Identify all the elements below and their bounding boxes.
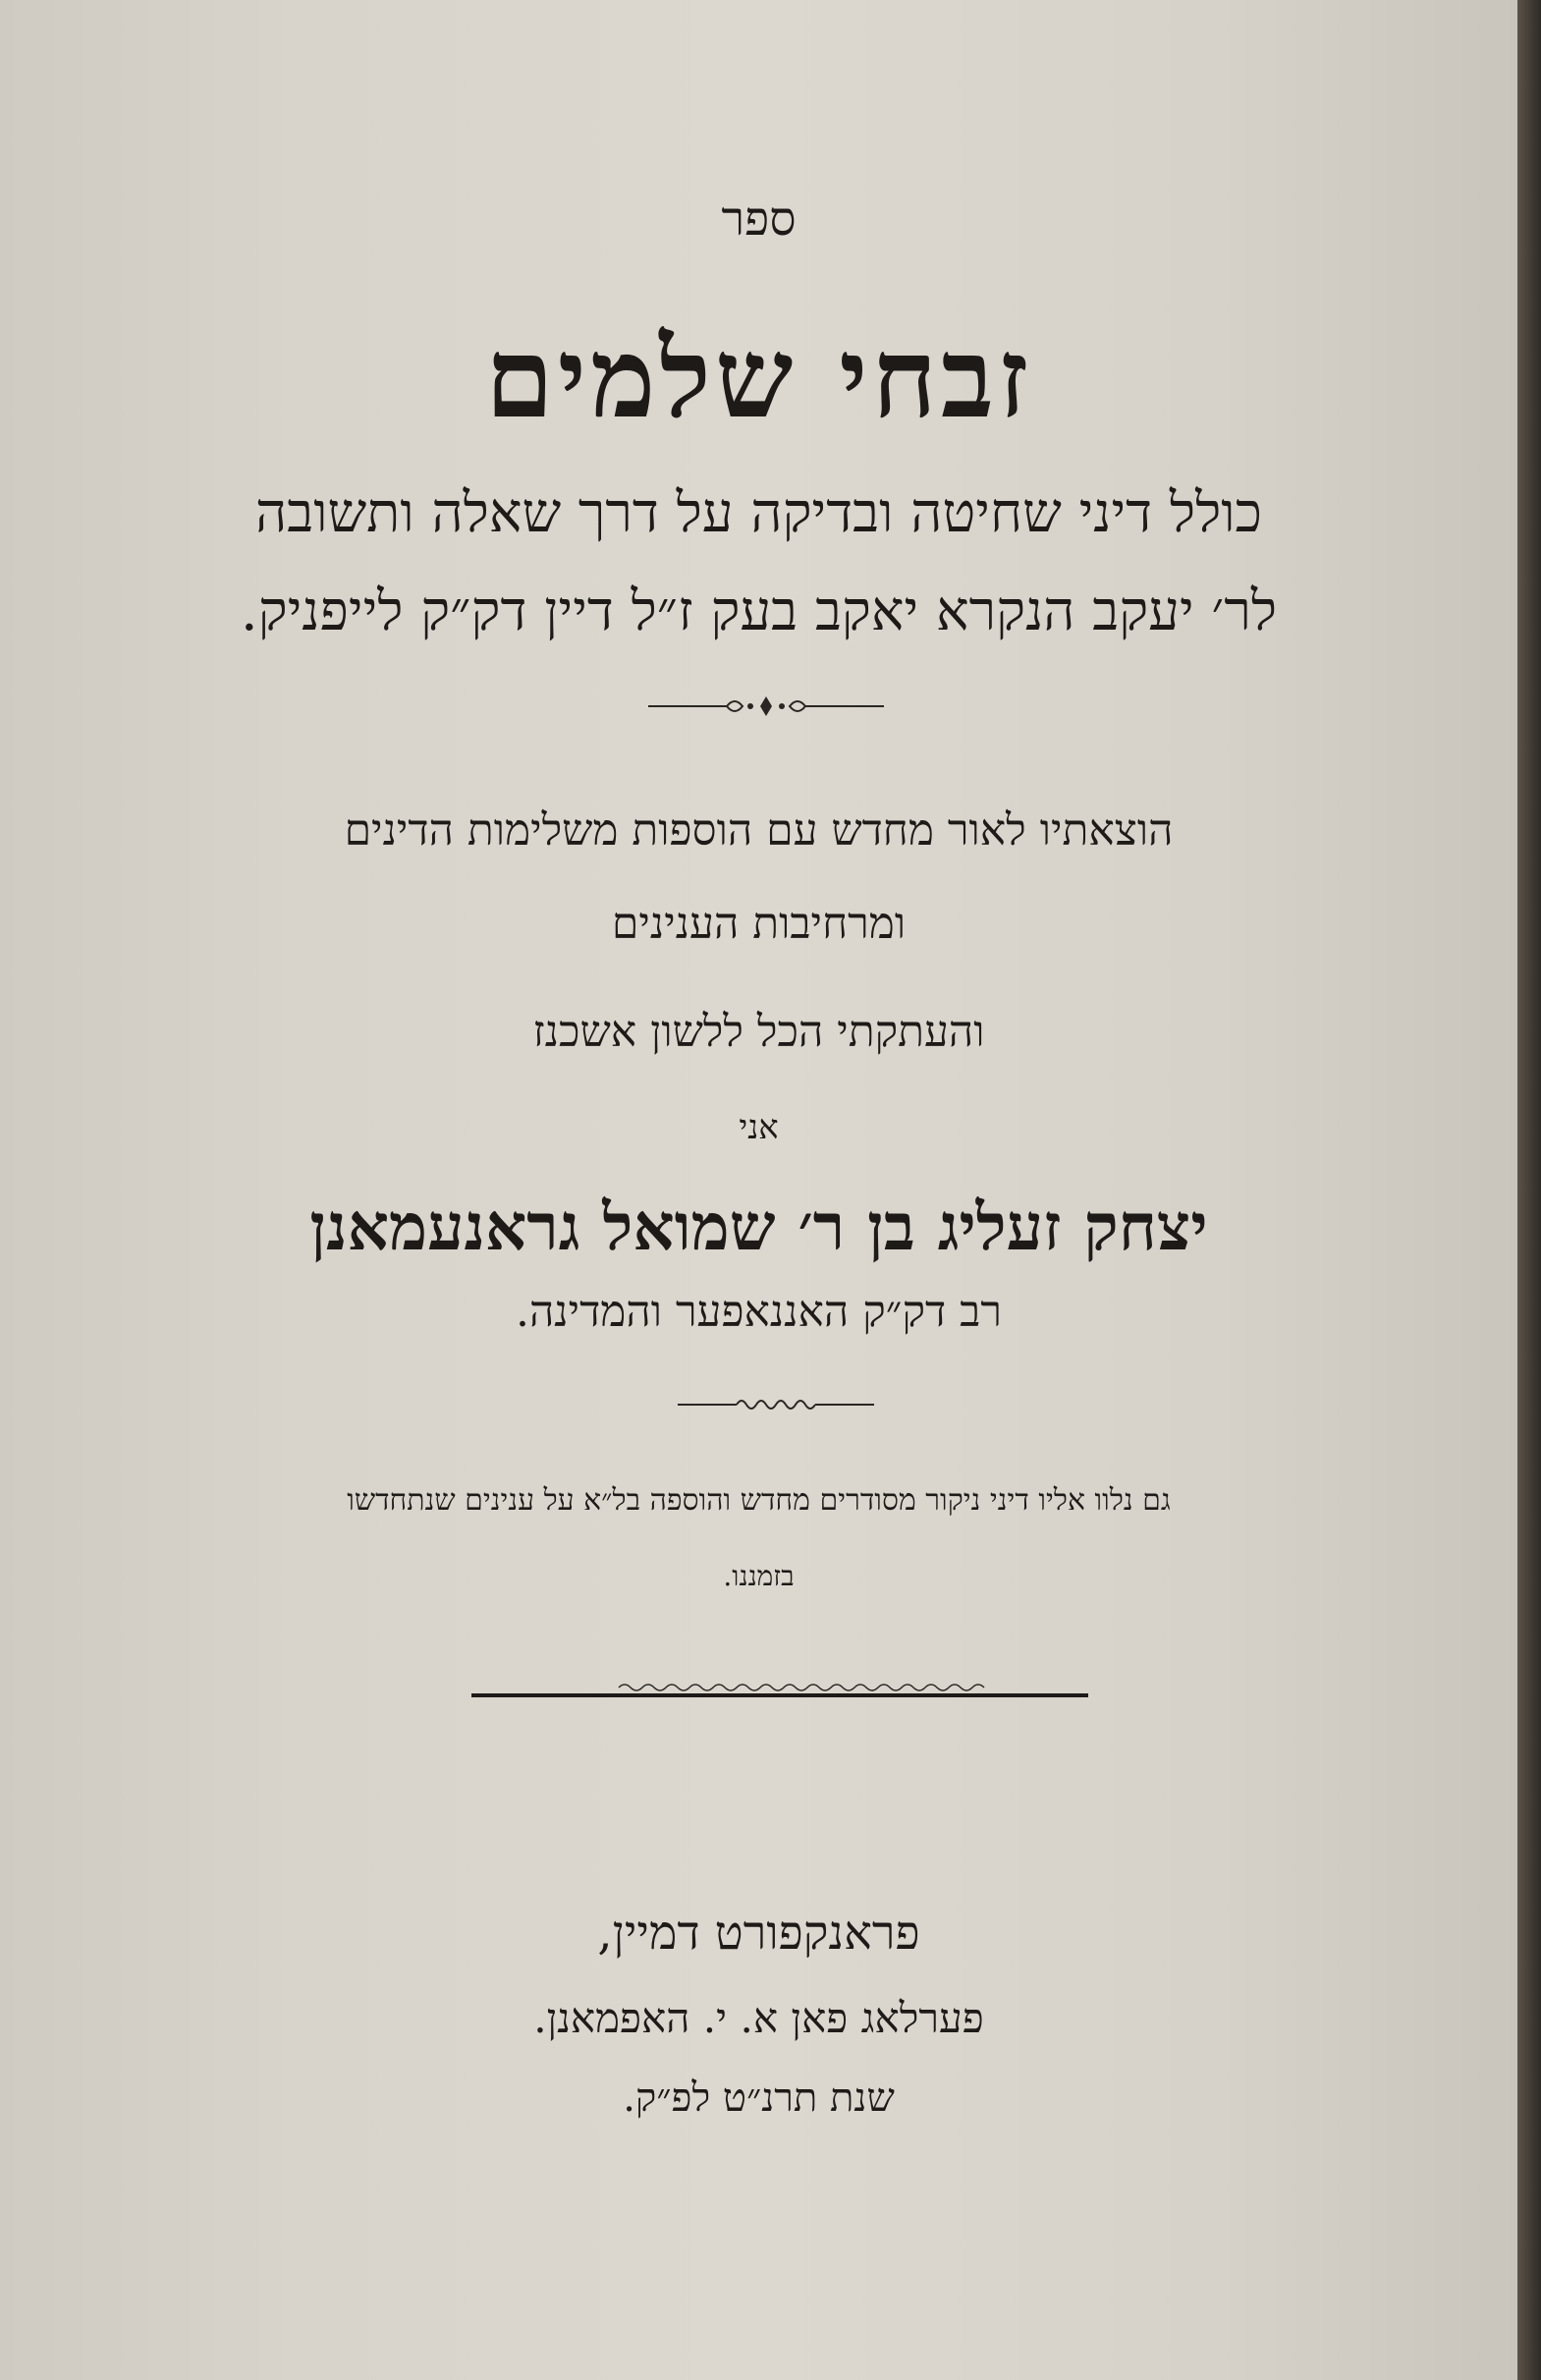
ornament-divider-top <box>648 692 884 721</box>
page-edge <box>1517 0 1541 2380</box>
imprint-publisher: פערלאג פאן א. י. האפמאנן. <box>533 1994 984 2042</box>
publication-line-3: והעתקתי הכל ללשון אשכנז <box>532 1007 985 1057</box>
book-title: זבחי שלמים <box>484 314 1033 443</box>
ornament-rule <box>471 1678 1088 1707</box>
author-name: יצחק זעליג בן ר׳ שמואל גראנעמאנן <box>309 1189 1208 1265</box>
note-line-1: גם נלוו אליו דיני ניקור מסודרים מחדש והוספה בל״א על ענינים שנתחדשו <box>347 1483 1171 1518</box>
ornament-divider-middle <box>678 1390 874 1419</box>
author-title: רב דק״ק האננאפער והמדינה. <box>516 1287 1002 1337</box>
imprint-city: פראנקפורט דמיין, <box>597 1906 920 1961</box>
subtitle-line-1: כולל דיני שחיטה ובדיקה על דרך שאלה ותשובה <box>255 481 1262 545</box>
subtitle-line-2: לר׳ יעקב הנקרא יאקב בעק ז״ל דיין דק״ק לייפניק. <box>240 580 1278 643</box>
ani-label: אני <box>739 1108 779 1147</box>
publication-line-2: ומרחיבות הענינים <box>611 899 907 949</box>
publication-line-1: הוצאתיו לאור מחדש עם הוספות משלימות הדינים <box>344 805 1174 856</box>
note-line-2: בזמננו. <box>723 1560 795 1592</box>
sefer-label: ספר <box>721 192 797 247</box>
imprint-year: שנת תרנ״ט לפ״ק. <box>623 2076 895 2121</box>
